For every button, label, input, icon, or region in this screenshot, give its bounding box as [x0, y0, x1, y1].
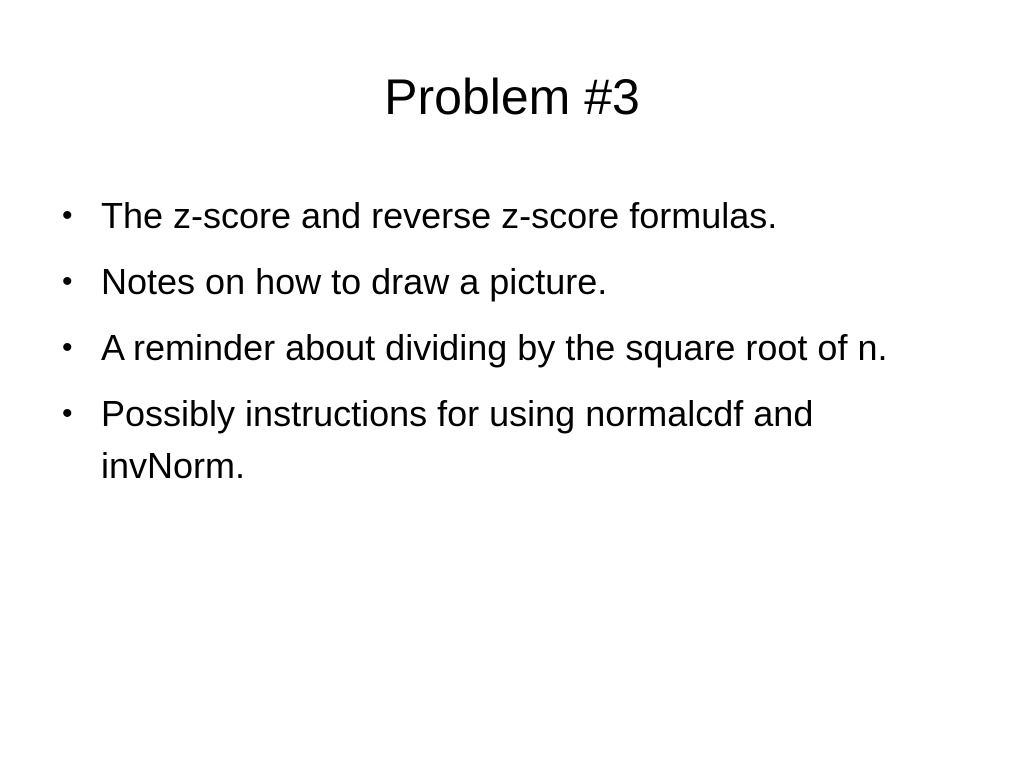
slide-title: Problem #3 — [384, 69, 640, 125]
bullet-text: A reminder about dividing by the square root of n. — [101, 327, 888, 368]
bullet-item — [58, 388, 958, 492]
bullet-item — [58, 322, 958, 374]
bullet-text: Possibly instructions for using normalcdf and invNorm. — [101, 393, 814, 486]
bullet-item — [58, 256, 958, 308]
bullet-marker: • — [62, 397, 73, 430]
bullet-text: The z-score and reverse z-score formulas. — [101, 195, 778, 236]
bullet-text: Notes on how to draw a picture. — [101, 261, 608, 302]
bullet-marker: • — [62, 331, 73, 364]
bullet-list — [58, 190, 958, 506]
bullet-marker: • — [62, 265, 73, 298]
bullet-item — [58, 190, 958, 242]
bullet-marker: • — [62, 199, 73, 232]
